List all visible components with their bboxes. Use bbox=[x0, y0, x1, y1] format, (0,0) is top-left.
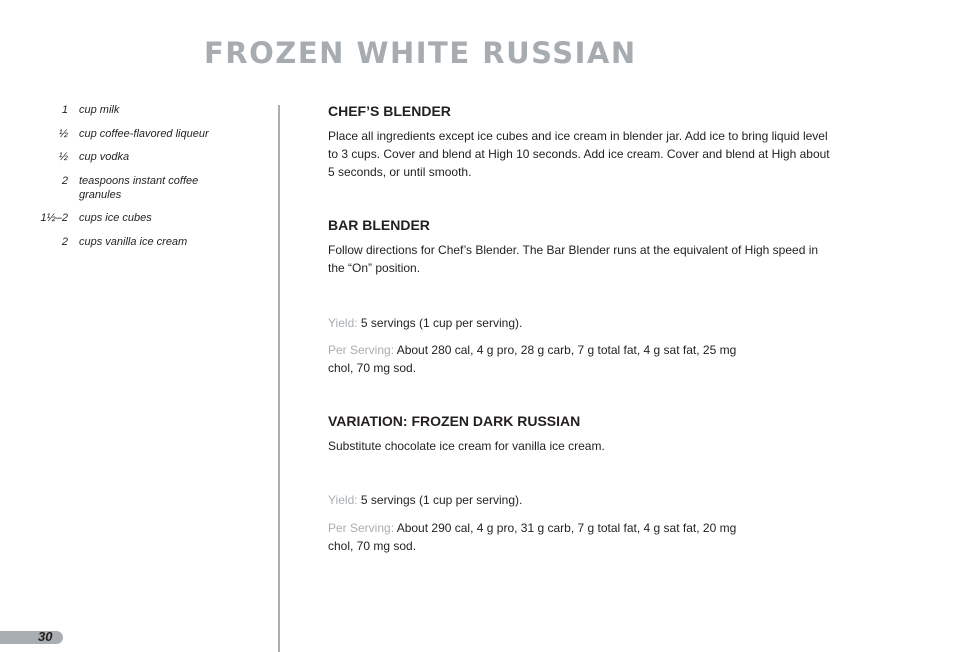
page-number-tab bbox=[0, 631, 63, 644]
variation-body: Substitute chocolate ice cream for vanilla ice cream. bbox=[328, 439, 605, 453]
variation-per-serving-label: Per Serving: bbox=[328, 521, 395, 535]
ingredient-quantity: ½ bbox=[58, 127, 68, 140]
ingredient-item bbox=[30, 150, 250, 164]
variation-per-serving-line bbox=[328, 519, 748, 555]
ingredient-text: cup milk bbox=[79, 104, 120, 116]
bar-blender-body: Follow directions for Chef’s Blender. The Bar Blender runs at the equivalent of High speed in the “On” position. bbox=[328, 243, 819, 275]
variation-per-serving-value: About 290 cal, 4 g pro, 31 g carb, 7 g total fat, 4 g sat fat, 20 mg chol, 70 mg sod. bbox=[328, 521, 737, 553]
chefs-blender-heading: CHEF’S BLENDER bbox=[328, 103, 451, 119]
ingredient-item bbox=[30, 174, 250, 202]
per-serving-value: About 280 cal, 4 g pro, 28 g carb, 7 g total fat, 4 g sat fat, 25 mg chol, 70 mg sod. bbox=[328, 343, 737, 375]
ingredient-text: cups vanilla ice cream bbox=[79, 235, 188, 248]
column-divider bbox=[278, 105, 280, 652]
yield-label: Yield: bbox=[328, 316, 358, 330]
ingredient-quantity: ½ bbox=[58, 151, 68, 163]
chefs-blender-body: Place all ingredients except ice cubes and ice cream in blender jar. Add ice to bring liquid level to 3 cups. Cover and blend at High 10 seconds. Add ice cream. Cover and blend at High about 5 seconds, or until smooth. bbox=[328, 129, 830, 179]
ingredient-quantity: 2 bbox=[61, 235, 68, 248]
per-serving-label: Per Serving: bbox=[328, 343, 395, 357]
variation-yield-label: Yield: bbox=[328, 493, 358, 507]
variation-yield-value: 5 servings (1 cup per serving). bbox=[360, 493, 523, 507]
ingredient-quantity: 1½–2 bbox=[40, 212, 68, 224]
ingredient-quantity: 1 bbox=[61, 104, 68, 116]
ingredient-item bbox=[30, 235, 250, 249]
ingredient-item bbox=[30, 211, 250, 225]
bar-blender-heading: BAR BLENDER bbox=[328, 217, 430, 233]
per-serving-line bbox=[328, 341, 748, 377]
yield-value: 5 servings (1 cup per serving). bbox=[360, 316, 523, 330]
ingredient-list bbox=[30, 103, 250, 258]
ingredient-text: cup coffee-flavored liqueur bbox=[79, 127, 209, 140]
ingredient-item bbox=[30, 103, 250, 117]
yield-line bbox=[328, 314, 833, 332]
ingredient-text: cup vodka bbox=[79, 151, 130, 163]
variation-yield-line bbox=[328, 491, 833, 509]
ingredient-text: teaspoons instant coffee granules bbox=[79, 174, 199, 201]
ingredient-text: cups ice cubes bbox=[79, 212, 152, 224]
variation-heading: VARIATION: FROZEN DARK RUSSIAN bbox=[328, 413, 581, 429]
page-title: FROZEN WHITE RUSSIAN bbox=[204, 36, 637, 70]
page-number: 30 bbox=[38, 629, 53, 644]
ingredient-quantity: 2 bbox=[61, 174, 68, 187]
ingredient-item bbox=[30, 127, 250, 141]
